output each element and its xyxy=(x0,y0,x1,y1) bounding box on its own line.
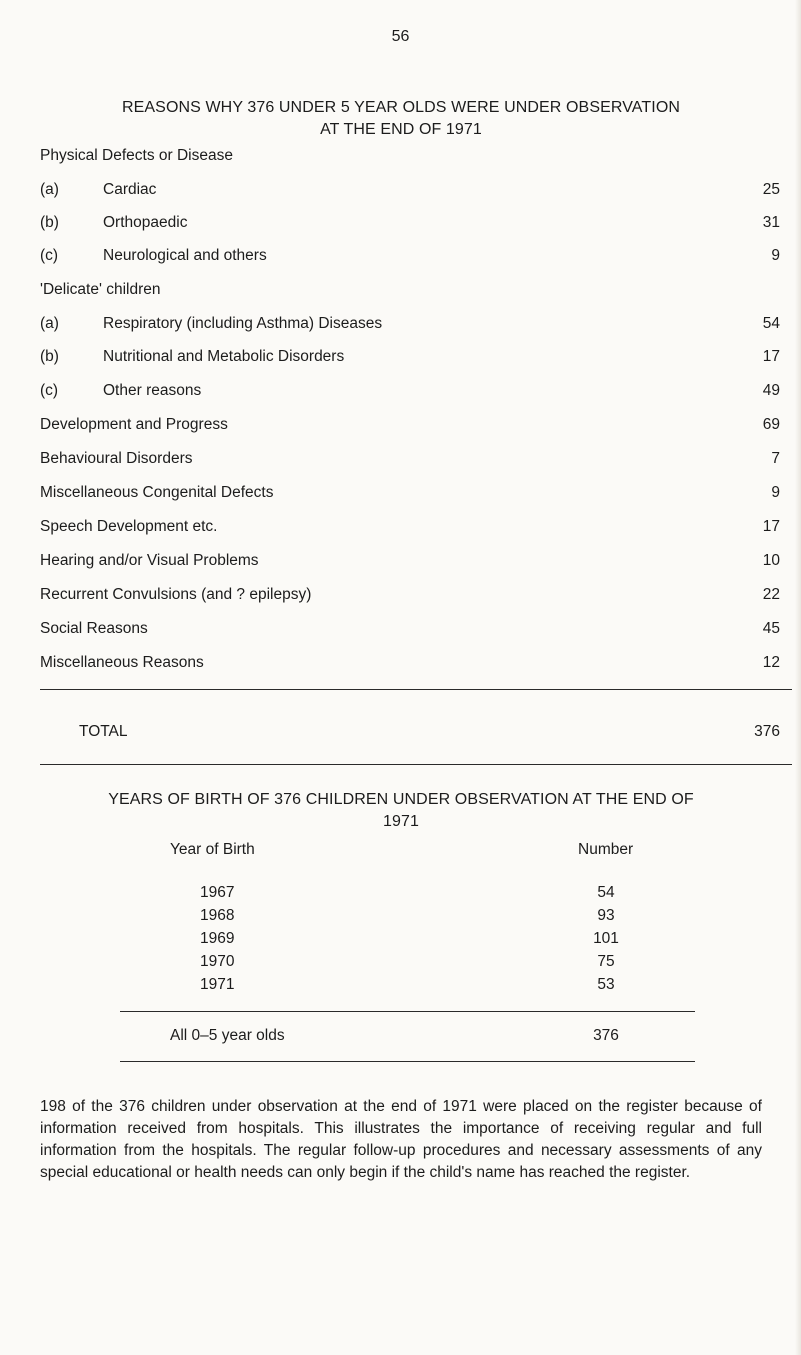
year-cell: 1970 xyxy=(200,953,235,970)
row-label: Speech Development etc. xyxy=(40,518,218,535)
row-value: 9 xyxy=(771,484,780,501)
table-row xyxy=(40,348,780,370)
row-prefix: (a) xyxy=(40,315,59,332)
row-label: Cardiac xyxy=(103,181,157,198)
row-prefix: (a) xyxy=(40,181,59,198)
table-row xyxy=(40,654,780,676)
table-row xyxy=(40,484,780,506)
row-value: 7 xyxy=(771,450,780,467)
table-row xyxy=(0,884,801,906)
row-prefix: (c) xyxy=(40,382,59,399)
table-row xyxy=(40,181,780,203)
year-cell: 1968 xyxy=(200,907,235,924)
col-header-year: Year of Birth xyxy=(170,841,255,858)
row-value: 22 xyxy=(762,586,780,603)
table-divider xyxy=(40,764,792,765)
birth-title-line1: YEARS OF BIRTH OF 376 CHILDREN UNDER OBSERVATION AT THE END OF xyxy=(108,791,694,808)
table-row xyxy=(40,416,780,438)
page-number: 56 xyxy=(391,28,410,45)
page-edge-shadow xyxy=(795,0,801,1355)
number-cell: 93 xyxy=(597,907,615,924)
row-label: Recurrent Convulsions (and ? epilepsy) xyxy=(40,586,312,603)
year-cell: 1967 xyxy=(200,884,235,901)
table-divider xyxy=(120,1011,695,1012)
row-label: Behavioural Disorders xyxy=(40,450,193,467)
table-row xyxy=(40,382,780,404)
row-value: 54 xyxy=(762,315,780,332)
table-row xyxy=(40,450,780,472)
total-row xyxy=(40,723,780,745)
table-row xyxy=(40,620,780,642)
section-physical-label: Physical Defects or Disease xyxy=(40,147,233,164)
table-row xyxy=(0,907,801,929)
number-cell: 75 xyxy=(597,953,615,970)
row-value: 45 xyxy=(762,620,780,637)
birth-title-line2: 1971 xyxy=(383,813,419,830)
row-prefix: (c) xyxy=(40,247,59,264)
section-delicate-label: 'Delicate' children xyxy=(40,281,161,298)
reasons-title-line2: AT THE END OF 1971 xyxy=(320,121,482,138)
total-value: 376 xyxy=(754,723,780,740)
birth-total-label: All 0–5 year olds xyxy=(170,1027,285,1044)
row-value: 49 xyxy=(762,382,780,399)
row-value: 10 xyxy=(762,552,780,569)
table-row xyxy=(0,953,801,975)
table-divider xyxy=(40,689,792,690)
table-divider xyxy=(120,1061,695,1062)
number-cell: 53 xyxy=(597,976,615,993)
year-cell: 1971 xyxy=(200,976,235,993)
number-cell: 54 xyxy=(597,884,615,901)
col-header-number: Number xyxy=(578,841,634,858)
row-value: 17 xyxy=(762,518,780,535)
birth-total-number: 376 xyxy=(593,1027,619,1044)
total-label: TOTAL xyxy=(79,723,128,740)
row-value: 12 xyxy=(762,654,780,671)
row-label: Development and Progress xyxy=(40,416,228,433)
table-row xyxy=(40,552,780,574)
row-value: 25 xyxy=(762,181,780,198)
row-value: 9 xyxy=(771,247,780,264)
row-label: Orthopaedic xyxy=(103,214,188,231)
body-paragraph: 198 of the 376 children under observation at the end of 1971 were placed on the register because of information received from hospitals. This illustrates the importance of receiving regular and full information from the hospitals. The regular follow-up procedures and necessary assessments of any special educational or health needs can only begin if the child's name has reached the register. xyxy=(40,1098,762,1181)
table-row xyxy=(40,518,780,540)
row-label: Neurological and others xyxy=(103,247,267,264)
table-row xyxy=(40,247,780,269)
row-prefix: (b) xyxy=(40,348,59,365)
row-label: Social Reasons xyxy=(40,620,148,637)
row-value: 17 xyxy=(762,348,780,365)
reasons-title-line1: REASONS WHY 376 UNDER 5 YEAR OLDS WERE UNDER OBSERVATION xyxy=(121,99,681,116)
table-row xyxy=(0,930,801,952)
row-prefix: (b) xyxy=(40,214,59,231)
row-label: Miscellaneous Reasons xyxy=(40,654,204,671)
table-row xyxy=(40,214,780,236)
row-label: Other reasons xyxy=(103,382,202,399)
year-cell: 1969 xyxy=(200,930,235,947)
row-label: Hearing and/or Visual Problems xyxy=(40,552,259,569)
number-cell: 101 xyxy=(593,930,619,947)
table-row xyxy=(40,315,780,337)
row-label: Nutritional and Metabolic Disorders xyxy=(103,348,345,365)
table-row xyxy=(0,976,801,998)
row-label: Miscellaneous Congenital Defects xyxy=(40,484,274,501)
table-row xyxy=(40,586,780,608)
row-label: Respiratory (including Asthma) Diseases xyxy=(103,315,383,332)
row-value: 31 xyxy=(762,214,780,231)
row-value: 69 xyxy=(762,416,780,433)
